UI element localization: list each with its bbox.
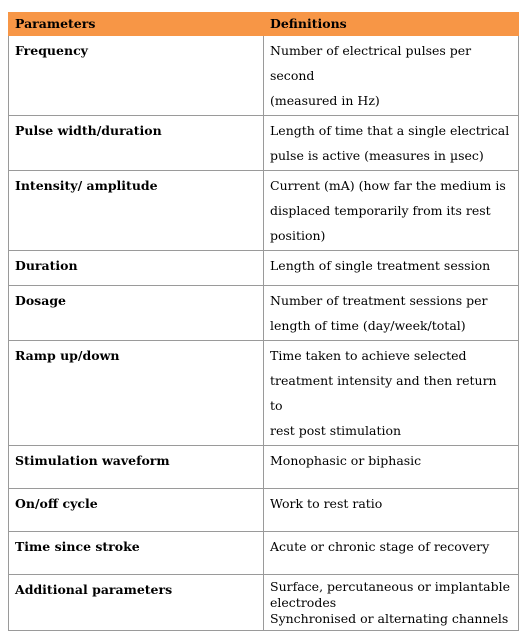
table-row bbox=[9, 446, 519, 489]
table-row bbox=[9, 489, 519, 532]
header-row bbox=[9, 13, 519, 36]
parameter-cell: Intensity/ amplitude bbox=[9, 171, 264, 251]
header-parameters: Parameters bbox=[9, 13, 264, 36]
table-row bbox=[9, 286, 519, 341]
definition-cell bbox=[264, 36, 519, 116]
definition-cell bbox=[264, 532, 519, 575]
definition-line: Time taken to achieve selected bbox=[270, 348, 467, 363]
parameter-cell: Time since stroke bbox=[9, 532, 264, 575]
definition-line: position) bbox=[270, 228, 326, 243]
definition-line: (measured in Hz) bbox=[270, 93, 380, 108]
parameter-cell: On/off cycle bbox=[9, 489, 264, 532]
parameters-table bbox=[8, 12, 519, 631]
definition-line: Length of time that a single electrical bbox=[270, 123, 510, 138]
parameter-cell: Frequency bbox=[9, 36, 264, 116]
table-row bbox=[9, 532, 519, 575]
definition-line: Synchronised or alternating channels bbox=[270, 611, 509, 626]
definition-cell bbox=[264, 446, 519, 489]
definition-cell bbox=[264, 575, 519, 631]
table-body bbox=[9, 36, 519, 631]
definition-line: rest post stimulation bbox=[270, 423, 402, 438]
parameter-cell: Dosage bbox=[9, 286, 264, 341]
definition-line: electrodes bbox=[270, 595, 337, 610]
definition-line: Work to rest ratio bbox=[270, 496, 383, 511]
definition-line: Number of electrical pulses per second bbox=[270, 43, 472, 83]
parameter-cell: Pulse width/duration bbox=[9, 116, 264, 171]
definition-cell bbox=[264, 171, 519, 251]
definition-line: length of time (day/week/total) bbox=[270, 318, 466, 333]
table-header bbox=[9, 13, 519, 36]
table-row bbox=[9, 116, 519, 171]
definition-cell bbox=[264, 286, 519, 341]
definition-line: Acute or chronic stage of recovery bbox=[270, 539, 490, 554]
parameter-cell: Duration bbox=[9, 251, 264, 286]
definition-cell bbox=[264, 341, 519, 446]
parameter-cell: Stimulation waveform bbox=[9, 446, 264, 489]
definition-line: Number of treatment sessions per bbox=[270, 293, 488, 308]
table-row bbox=[9, 36, 519, 116]
definition-cell bbox=[264, 489, 519, 532]
table-row bbox=[9, 575, 519, 631]
definition-line: treatment intensity and then return to bbox=[270, 373, 497, 413]
definition-line: Length of single treatment session bbox=[270, 258, 491, 273]
parameter-cell: Ramp up/down bbox=[9, 341, 264, 446]
definition-cell bbox=[264, 116, 519, 171]
header-definitions: Definitions bbox=[264, 13, 519, 36]
definition-line: pulse is active (measures in µsec) bbox=[270, 148, 484, 163]
definition-line: Surface, percutaneous or implantable bbox=[270, 579, 511, 594]
table-row bbox=[9, 251, 519, 286]
parameter-cell: Additional parameters bbox=[9, 575, 264, 631]
definition-cell bbox=[264, 251, 519, 286]
definition-line: Current (mA) (how far the medium is bbox=[270, 178, 506, 193]
table-row bbox=[9, 341, 519, 446]
definition-line: displaced temporarily from its rest bbox=[270, 203, 491, 218]
table-row bbox=[9, 171, 519, 251]
definition-line: Monophasic or biphasic bbox=[270, 453, 422, 468]
